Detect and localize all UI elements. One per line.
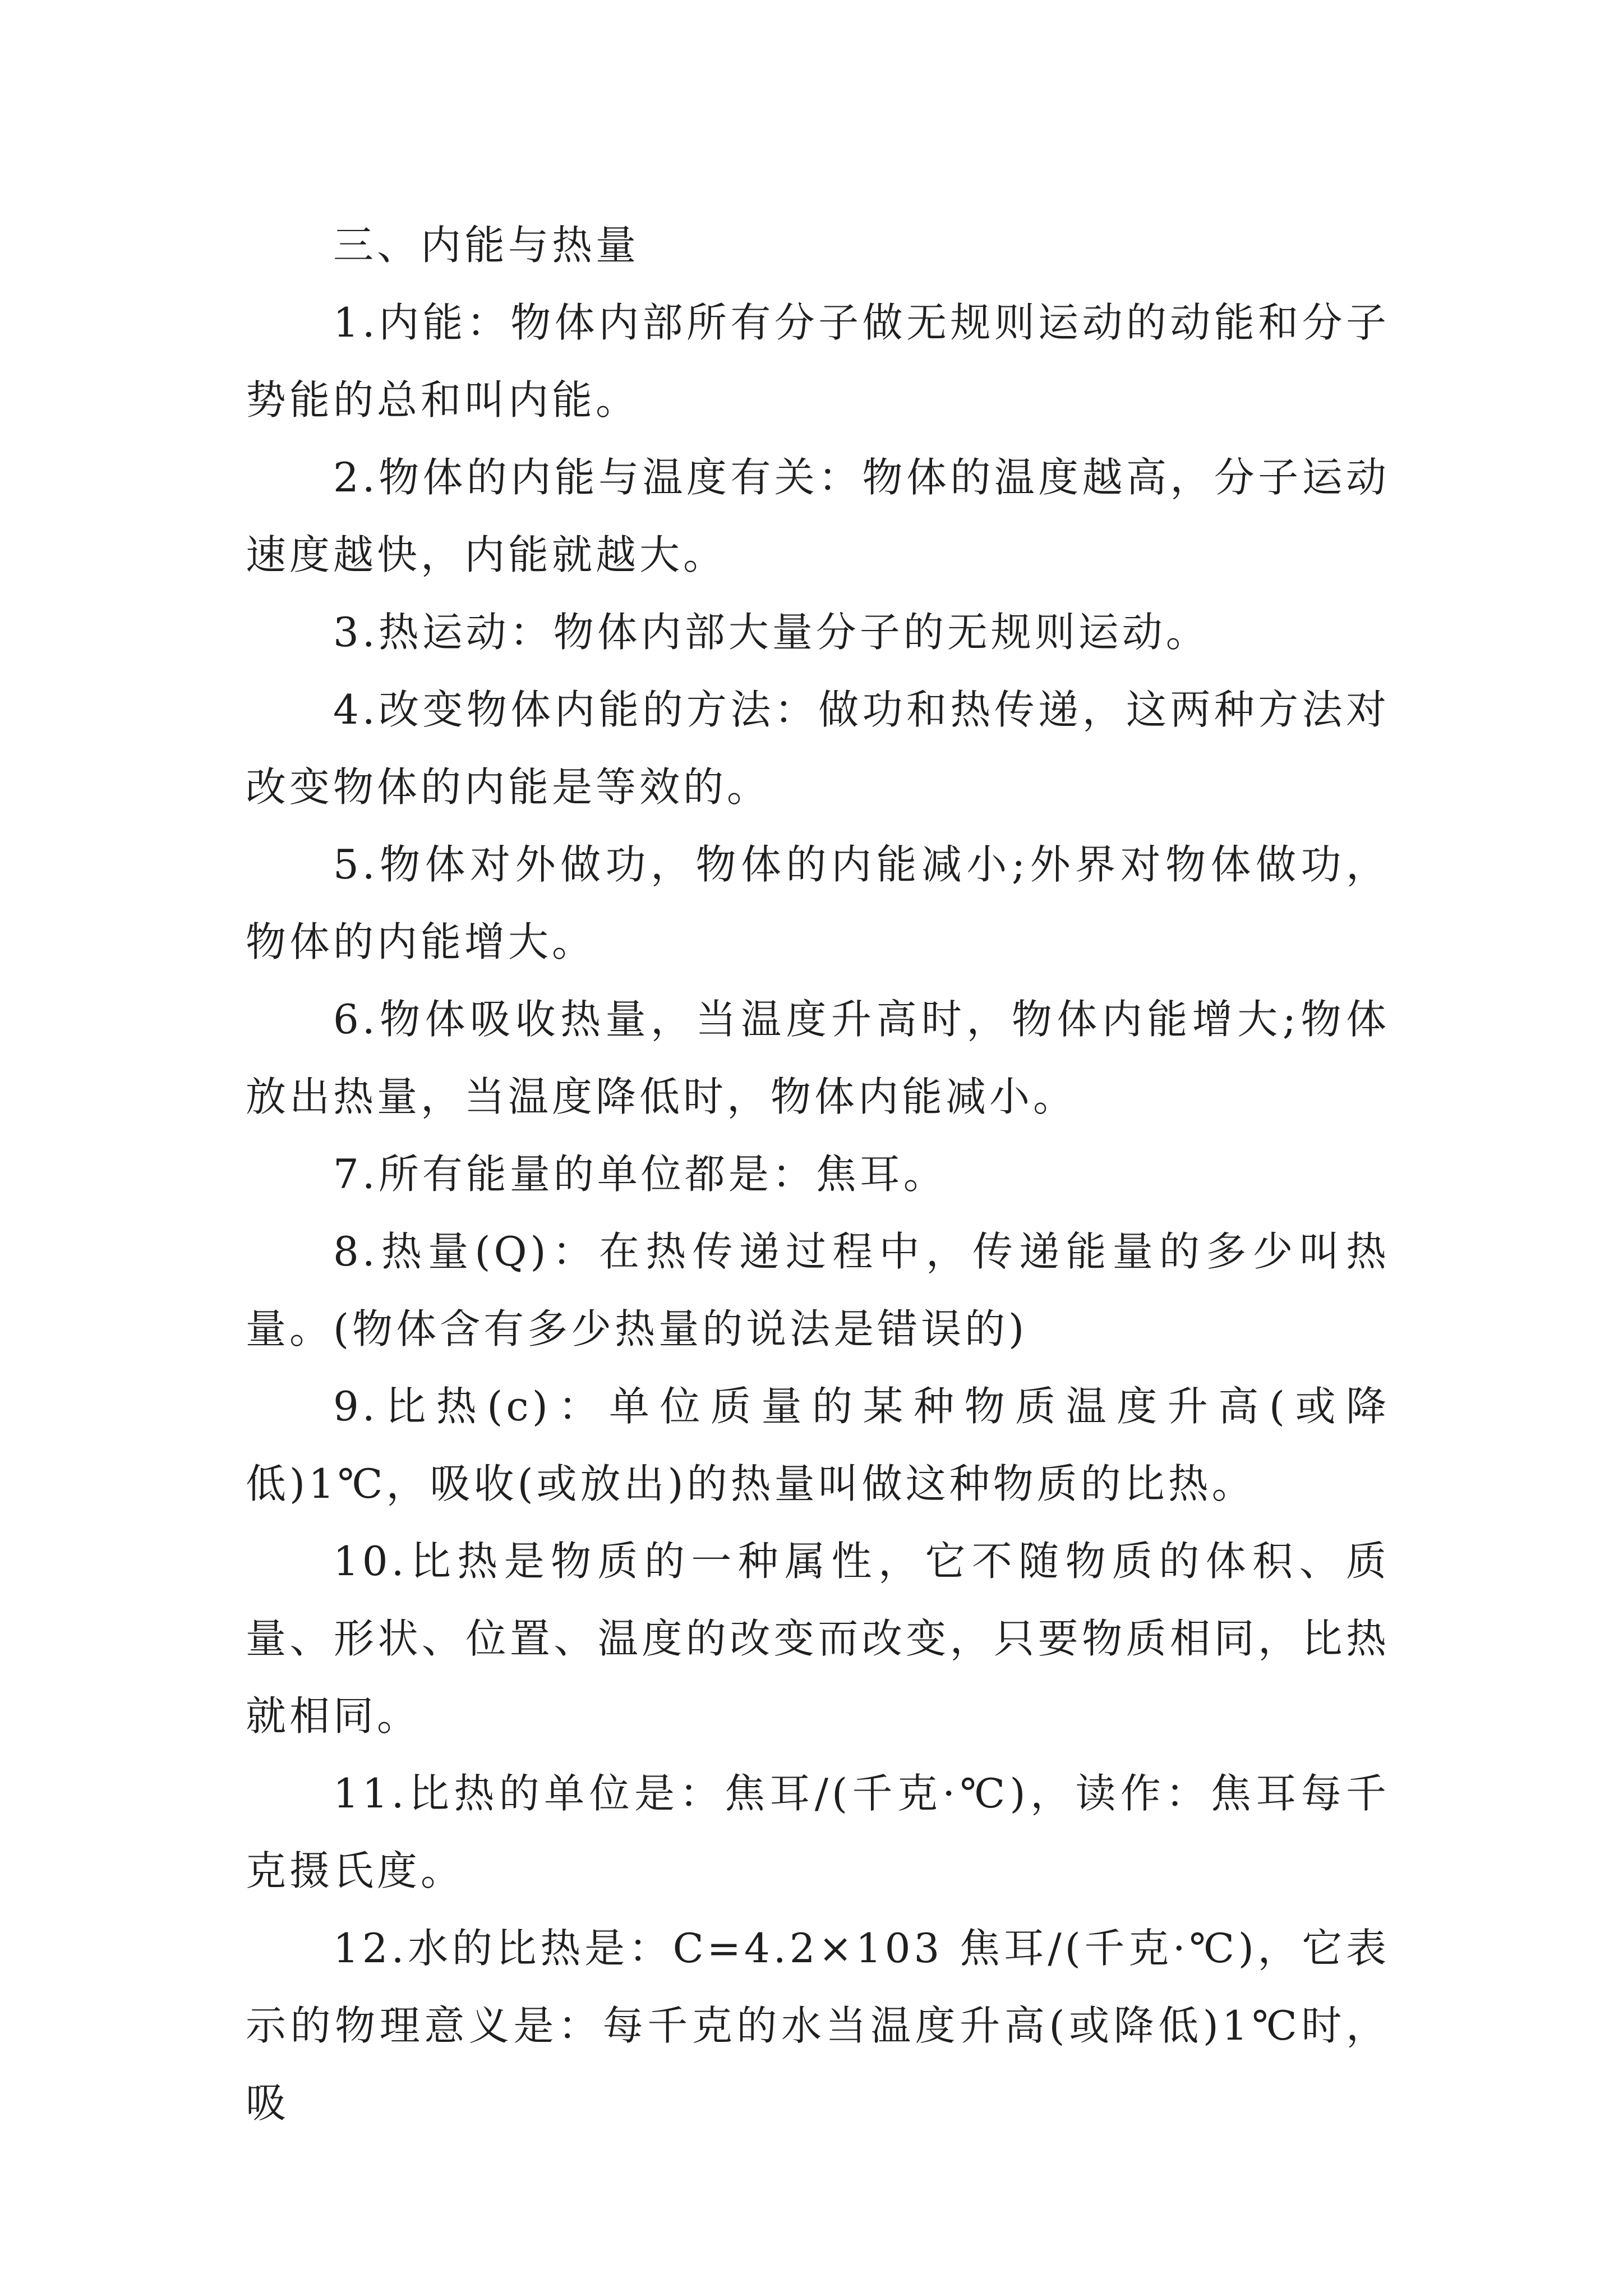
document-body <box>246 206 1390 2142</box>
paragraph-5: 5.物体对外做功，物体的内能减小;外界对物体做功，物体的内能增大。 <box>246 841 1390 965</box>
paragraph-11: 11.比热的单位是：焦耳/(千克·℃)，读作：焦耳每千克摄氏度。 <box>246 1770 1390 1894</box>
paragraph-3: 3.热运动：物体内部大量分子的无规则运动。 <box>333 609 1210 656</box>
section-heading: 三、内能与热量 <box>333 222 640 269</box>
paragraph-10: 10.比热是物质的一种属性，它不随物质的体积、质量、形状、位置、温度的改变而改变，只要物质相同，比热就相同。 <box>246 1538 1390 1740</box>
paragraph-6: 6.物体吸收热量，当温度升高时，物体内能增大;物体放出热量，当温度降低时，物体内能减小。 <box>246 996 1390 1120</box>
paragraph-2: 2.物体的内能与温度有关：物体的温度越高，分子运动速度越快，内能就越大。 <box>246 454 1390 578</box>
paragraph-4: 4.改变物体内能的方法：做功和热传递，这两种方法对改变物体的内能是等效的。 <box>246 686 1390 811</box>
paragraph-12: 12.水的比热是：C=4.2×103 焦耳/(千克·℃)，它表示的物理意义是：每千克的水当温度升高(或降低)1℃时，吸 <box>246 1925 1390 2127</box>
paragraph-9: 9.比热(c)：单位质量的某种物质温度升高(或降低)1℃，吸收(或放出)的热量叫做这种物质的比热。 <box>246 1383 1390 1507</box>
paragraph-7: 7.所有能量的单位都是：焦耳。 <box>333 1151 947 1198</box>
paragraph-1: 1.内能：物体内部所有分子做无规则运动的动能和分子势能的总和叫内能。 <box>246 299 1390 424</box>
paragraph-8: 8.热量(Q)：在热传递过程中，传递能量的多少叫热量。(物体含有多少热量的说法是错误的) <box>246 1228 1390 1352</box>
